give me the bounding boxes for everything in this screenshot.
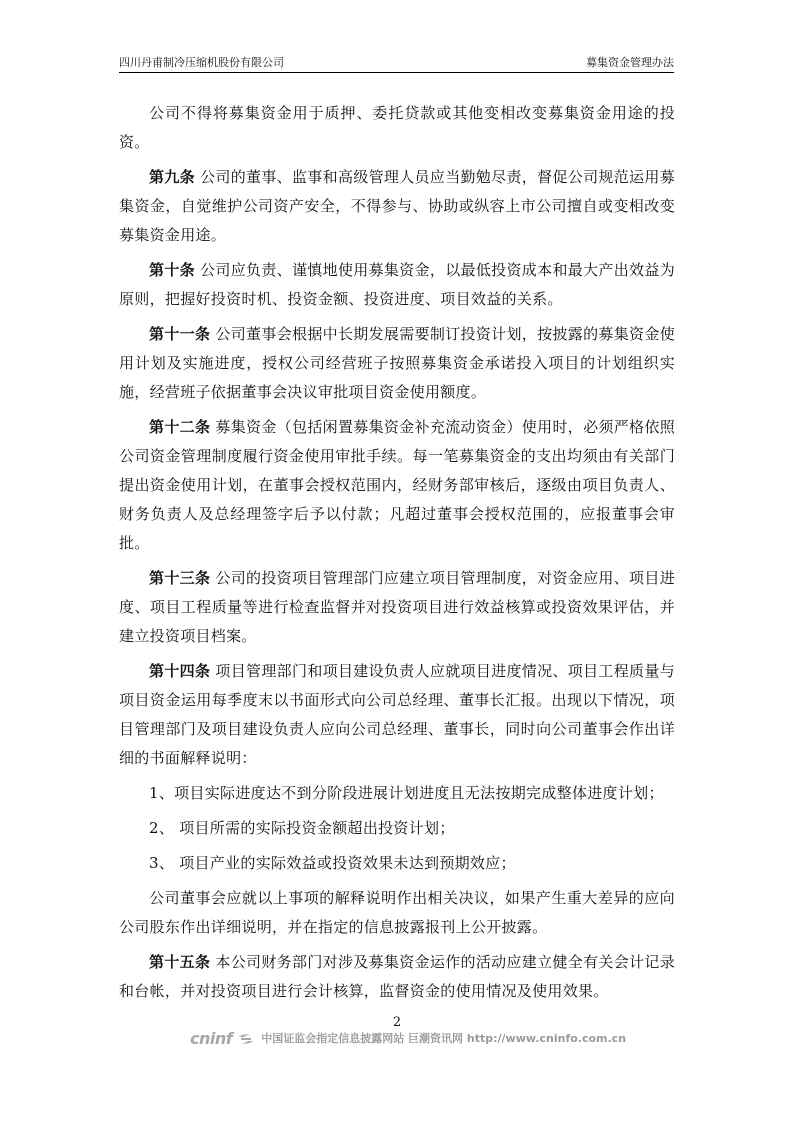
list-item: 1、项目实际进度达不到分阶段进展计划进度且无法按期完成整体进度计划； <box>149 784 664 802</box>
article-heading: 第十三条 <box>149 569 211 587</box>
article-10: 第十条 公司应负责、谨慎地使用募集资金，以最低投资成本和最大产出效益为原则，把握好投资时机、投资金额、投资进度、项目效益的关系。 <box>119 261 675 308</box>
header-doc-title: 募集资金管理办法 <box>586 56 674 69</box>
footer-text: 中国证监会指定信息披露网站 巨潮资讯网 http://www.cninfo.com.cn <box>261 1032 627 1045</box>
header-company: 四川丹甫制冷压缩机股份有限公司 <box>119 56 284 69</box>
article-13: 第十三条 公司的投资项目管理部门应建立项目管理制度，对资金应用、项目进度、项目工程质量等进行检查监督并对投资项目进行效益核算或投资效果评估，并建立投资项目档案。 <box>119 569 676 645</box>
list-item: 2、 项目所需的实际投资金额超出投资计划； <box>149 819 455 837</box>
article-15: 第十五条 本公司财务部门对涉及募集资金运作的活动应建立健全有关会计记录和台帐，并对投资项目进行会计核算，监督资金的使用情况及使用效果。 <box>119 953 676 1000</box>
paragraph: 公司不得将募集资金用于质押、委托贷款或其他变相改变募集资金用途的投资。 <box>119 104 675 151</box>
article-11: 第十一条 公司董事会根据中长期发展需要制订投资计划，按披露的募集资金使用计划及实施进度，授权公司经营班子按照募集资金承诺投入项目的计划组织实施，经营班子依据董事会决议审批项目资金使用额度。 <box>119 325 676 401</box>
page-number: 2 <box>392 1015 402 1030</box>
paragraph: 公司董事会应就以上事项的解释说明作出相关决议，如果产生重大差异的应向公司股东作出详细说明，并在指定的信息披露报刊上公开披露。 <box>119 889 675 936</box>
article-heading: 第十四条 <box>149 662 211 680</box>
page-footer <box>190 1030 626 1048</box>
article-heading: 第十五条 <box>149 953 211 971</box>
article-14: 第十四条 项目管理部门和项目建设负责人应就项目进度情况、项目工程质量与项目资金运用每季度末以书面形式向公司总经理、董事长汇报。出现以下情况，项目管理部门及项目建设负责人应向公司总经理、董事长，同时向公司董事会作出详细的书面解释说明： <box>119 662 676 767</box>
cninfo-swirl-icon <box>238 1033 254 1045</box>
document-body <box>119 99 675 1006</box>
article-heading: 第十二条 <box>149 418 211 436</box>
list-item: 3、 项目产业的实际效益或投资效果未达到预期效应； <box>149 854 516 872</box>
article-heading: 第九条 <box>149 168 195 186</box>
article-12: 第十二条 募集资金（包括闲置募集资金补充流动资金）使用时，必须严格依照公司资金管理制度履行资金使用审批手续。每一笔募集资金的支出均须由有关部门提出资金使用计划，在董事会授权范围内，经财务部审核后，逐级由项目负责人、财务负责人及总经理签字后予以付款；凡超过董事会授权范围的，应报董事会审批。 <box>119 418 676 552</box>
article-heading: 第十一条 <box>149 325 211 343</box>
article-heading: 第十条 <box>149 261 195 279</box>
article-9: 第九条 公司的董事、监事和高级管理人员应当勤勉尽责，督促公司规范运用募集资金，自觉维护公司资产安全，不得参与、协助或纵容上市公司擅自或变相改变募集资金用途。 <box>119 168 675 244</box>
cninfo-logo: cninf <box>190 1029 233 1048</box>
page-header <box>119 56 674 73</box>
